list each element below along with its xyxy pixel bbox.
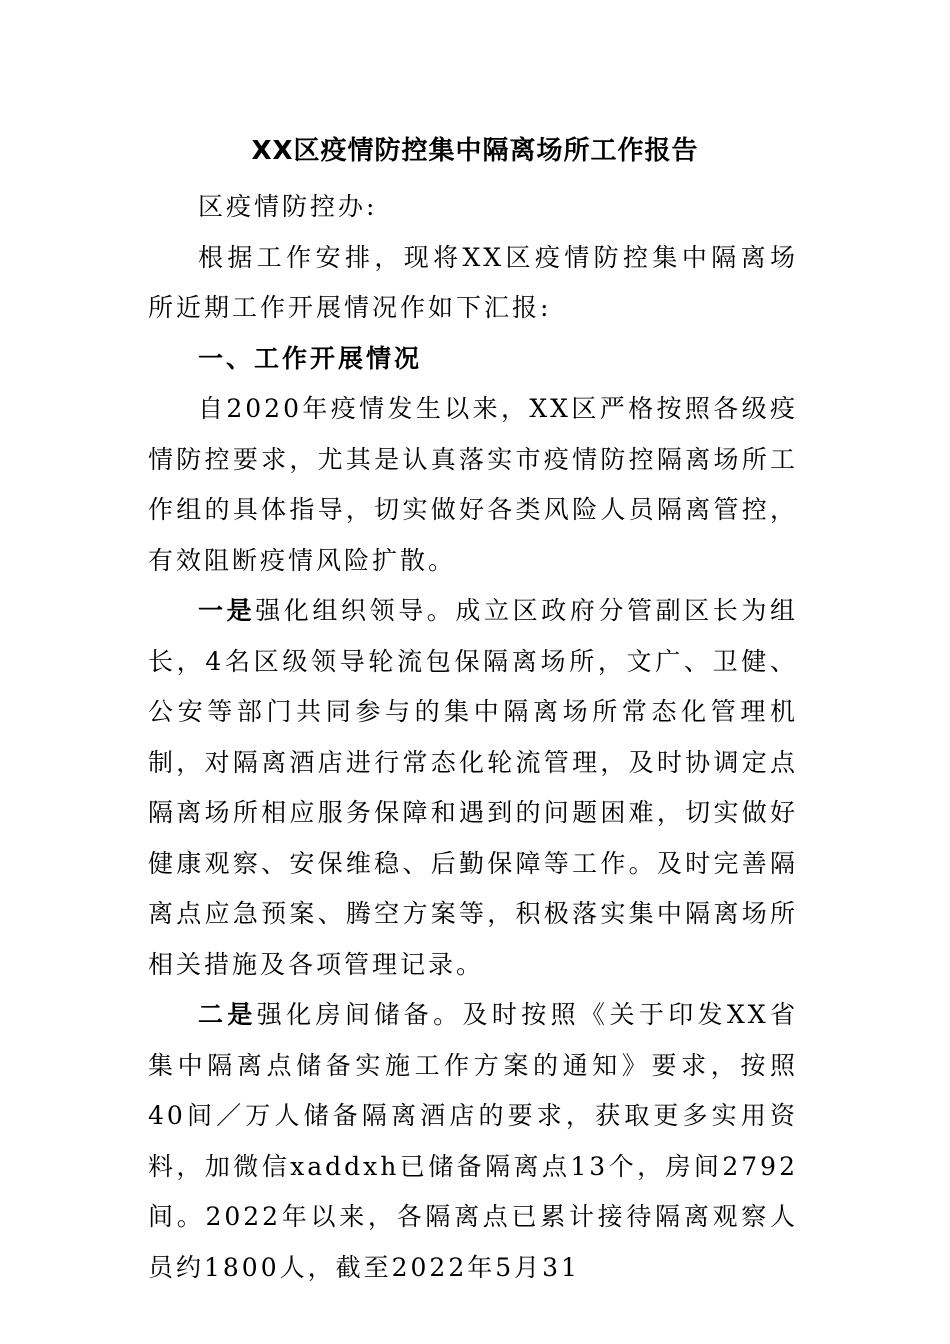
paragraph-lead: 二是 — [198, 1000, 257, 1029]
intro-paragraph: 根据工作安排，现将XX区疫情防控集中隔离场所近期工作开展情况作如下汇报: — [148, 242, 798, 322]
section-heading-text: 一、工作开展情况 — [198, 343, 423, 373]
paragraph-overview: 自2020年疫情发生以来，XX区严格按照各级疫情防控要求，尤其是认真落实市疫情防控隔离场所工作组的具体指导，切实做好各类风险人员隔离管控，有效阻断疫情风险扩散。 — [148, 394, 798, 575]
section-heading — [148, 334, 798, 385]
paragraph-room-reserve — [148, 990, 798, 1293]
salutation: 区疫情防控办: — [198, 192, 378, 221]
paragraph-organization — [148, 586, 798, 990]
paragraph-text: 强化房间储备。及时按照《关于印发XX省集中隔离点储备实施工作方案的通知》要求，按照40间／万人储备隔离酒店的要求，获取更多实用资料，加微信xaddxh已储备隔离点13个，房间2792间。2022年以来，各隔离点已累计接待隔离观察人员约1800人，截至2022年5月31 — [148, 1000, 798, 1282]
paragraph-text: 强化组织领导。成立区政府分管副区长为组长，4名区级领导轮流包保隔离场所，文广、卫健、公安等部门共同参与的集中隔离场所常态化管理机制，对隔离酒店进行常态化轮流管理，及时协调定点隔离场所相应服务保障和遇到的问题困难，切实做好健康观察、安保维稳、后勤保障等工作。及时完善隔离点应急预案、腾空方案等，积极落实集中隔离场所相关措施及各项管理记录。 — [148, 596, 798, 979]
document-title: XX区疫情防控集中隔离场所工作报告 — [251, 136, 699, 166]
paragraph-lead: 一是 — [198, 596, 256, 625]
document-body — [148, 180, 798, 1293]
